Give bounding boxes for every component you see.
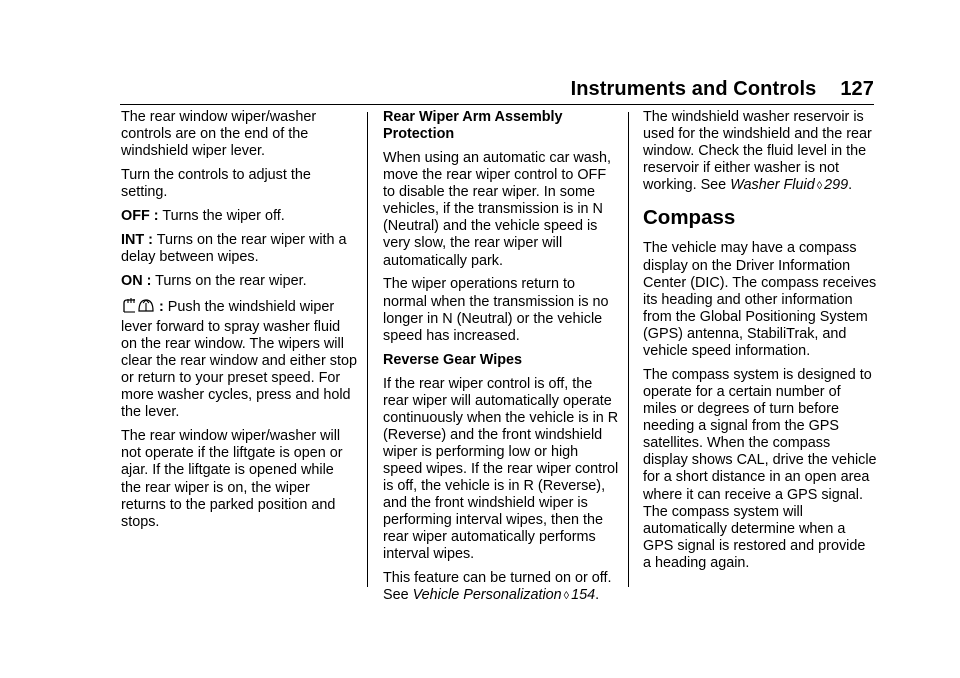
control-desc: Turns on the rear wiper with a delay between wipes. xyxy=(121,231,347,266)
text: The windshield washer reservoir is used for the windshield and the rear window. Check the fluid level in the reservoir if either washer is not working. See xyxy=(643,109,872,194)
text: This feature can be turned on or off. See xyxy=(383,570,612,604)
control-desc: Turns on the rear wiper. xyxy=(151,272,307,289)
text: . xyxy=(848,177,853,194)
paragraph: The compass system is designed to operate for a certain number of miles or degrees of turn before needing a signal from the GPS satellites. When the compass display shows CAL, drive the vehicle for a short distance in an open area where it can receive a GPS signal. The compass system will automatically determine when a GPS signal is restored and provide a heading again. xyxy=(643,366,877,571)
paragraph: The rear window wiper/washer will not operate if the liftgate is open or ajar. If the liftgate is opened while the rear wiper is on, the wiper returns to the parked position and stops. xyxy=(121,428,343,530)
subheading: Reverse Gear Wipes xyxy=(383,351,523,368)
paragraph xyxy=(643,109,877,195)
header-rule xyxy=(120,104,874,105)
control-washer xyxy=(121,297,357,422)
control-int xyxy=(121,232,357,266)
paragraph: When using an automatic car wash, move the rear wiper control to OFF to disable the rear wiper. In some vehicles, if the transmission is in N (Neutral) and the vehicle speed is very slow, the rear wiper will automatically park. xyxy=(383,149,611,269)
page-ref-icon: ◊ xyxy=(816,180,823,193)
control-desc: Turns the wiper off. xyxy=(158,208,285,225)
control-label: INT : xyxy=(121,231,153,248)
cross-reference-link[interactable]: Washer Fluid xyxy=(730,177,815,194)
control-label: ON : xyxy=(121,272,152,289)
page-ref-number[interactable]: 299 xyxy=(824,177,849,194)
column-2 xyxy=(383,109,619,612)
section-title: Instruments and Controls xyxy=(570,78,817,100)
section-heading: Compass xyxy=(643,206,736,230)
column-divider-1 xyxy=(367,112,368,587)
paragraph: The rear window wiper/washer controls are on the end of the windshield wiper lever. xyxy=(121,109,317,160)
paragraph xyxy=(383,570,619,605)
control-off xyxy=(121,208,357,225)
subheading: Rear Wiper Arm Assembly Protection xyxy=(383,109,563,143)
text: . xyxy=(595,587,600,604)
page-ref-icon: ◊ xyxy=(563,590,570,603)
page-ref-number[interactable]: 154 xyxy=(571,587,596,604)
paragraph: The vehicle may have a compass display on the Driver Information Center (DIC). The compass receives its heading and other information from the Global Positioning System (GPS) antenna, StabiliTrak, and vehicle speed information. xyxy=(643,240,877,360)
column-3 xyxy=(643,109,877,579)
paragraph: The wiper operations return to normal when the transmission is no longer in N (Neutral) or the vehicle speed has increased. xyxy=(383,276,609,344)
control-desc: Push the windshield wiper lever forward to spray washer fluid on the rear window. The wipers will clear the rear window and either stop or return to your preset speed. For more washer cycles, press and hold the lever. xyxy=(121,298,357,421)
control-label: OFF : xyxy=(121,208,159,225)
paragraph: If the rear wiper control is off, the rear wiper will automatically operate continuously when the vehicle is in R (Reverse) and the front windshield wiper is performing low or high speed wipes. If the rear wiper control is off, the vehicle is in R (Reverse), and the front windshield wiper is performing interval wipes, then the rear wiper automatically performs interval wipes. xyxy=(383,375,619,563)
page-header xyxy=(571,78,874,101)
control-label: : xyxy=(155,298,164,315)
paragraph: Turn the controls to adjust the setting. xyxy=(121,167,311,201)
column-1 xyxy=(121,109,357,538)
page-number: 127 xyxy=(840,78,874,100)
control-on xyxy=(121,273,357,290)
column-divider-2 xyxy=(628,112,629,587)
cross-reference-link[interactable]: Vehicle Personalization xyxy=(412,587,562,604)
rear-washer-icon xyxy=(121,297,155,319)
